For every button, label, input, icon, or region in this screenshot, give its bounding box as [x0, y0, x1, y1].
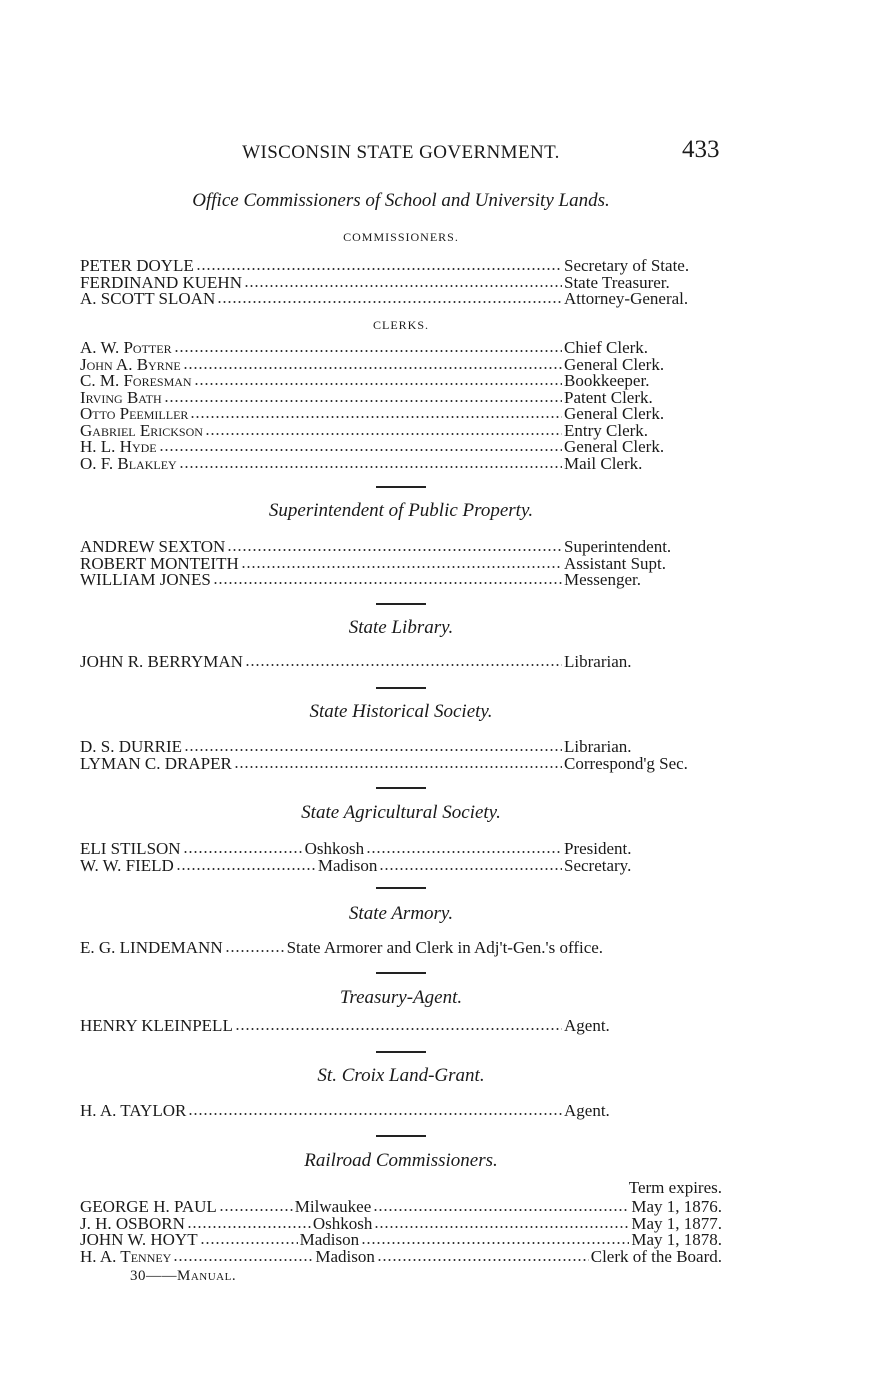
entry-name: ELI STILSON — [80, 839, 181, 858]
dot-leader — [361, 1241, 629, 1245]
dot-leader — [200, 1241, 298, 1245]
entry-name: W. W. FIELD — [80, 855, 174, 875]
dot-leader — [205, 432, 562, 436]
list-item — [80, 753, 722, 773]
section-title-treasury-agent: Treasury-Agent. — [339, 987, 463, 1008]
dot-leader — [179, 465, 562, 469]
section-title-school-lands: Office Commissioners of School and University Lands. — [192, 190, 610, 211]
st-croix-list — [80, 1101, 722, 1121]
list-item — [80, 1101, 722, 1121]
section-rule — [376, 887, 426, 889]
entry-title: General Clerk. — [564, 354, 665, 374]
entry-place: Oshkosh — [304, 839, 365, 858]
section-title-st-croix: St. Croix Land-Grant. — [317, 1065, 485, 1086]
entry-place: Milwaukee — [294, 1197, 372, 1216]
entry-title: Chief Clerk. — [564, 338, 649, 357]
entry-name: D. S. DURRIE — [80, 737, 183, 756]
entry-name: Gabriel Erickson — [80, 420, 203, 440]
dot-leader — [234, 765, 562, 769]
entry-name: JOHN W. HOYT — [80, 1230, 198, 1249]
dot-leader — [184, 748, 562, 752]
dot-leader — [159, 448, 562, 452]
entry-name: WILLIAM JONES — [80, 570, 211, 589]
list-item — [80, 855, 722, 875]
running-head: WISCONSIN STATE GOVERNMENT. — [242, 142, 560, 163]
entry-name: A. W. Potter — [80, 338, 172, 357]
treasury-agent-list — [80, 1016, 722, 1036]
entry-title: Agent. — [564, 1101, 610, 1120]
entry-name: Otto Peemiller — [80, 404, 189, 423]
list-item — [80, 453, 722, 473]
entry-name: H. A. TAYLOR — [80, 1101, 187, 1120]
entry-name: Irving Bath — [80, 387, 162, 407]
section-title-armory: State Armory. — [348, 903, 454, 924]
list-item — [80, 1016, 722, 1036]
dot-leader — [225, 949, 285, 953]
entry-title: Secretary. — [564, 855, 632, 875]
entry-title: Messenger. — [564, 570, 641, 589]
section-title-railroad: Railroad Commissioners. — [304, 1150, 498, 1171]
entry-expires: May 1, 1877. — [631, 1213, 722, 1233]
dot-leader — [235, 1027, 562, 1031]
entry-title: President. — [564, 839, 632, 858]
dot-leader — [366, 850, 562, 854]
column-head-term-expires: Term expires. — [628, 1178, 722, 1197]
entry-name: O. F. Blakley — [80, 453, 177, 473]
dot-leader — [244, 284, 562, 288]
dot-leader — [227, 548, 562, 552]
section-title-library: State Library. — [348, 617, 454, 638]
entry-name: H. A. Tenney — [80, 1246, 172, 1266]
entry-title: State Armorer and Clerk in Adj't-Gen.'s office. — [286, 938, 604, 957]
section-title-historical: State Historical Society. — [309, 701, 493, 722]
entry-expires: May 1, 1876. — [631, 1197, 722, 1216]
agricultural-list — [80, 841, 722, 874]
section-rule — [376, 486, 426, 488]
commissioners-subhead: COMMISSIONERS. — [343, 230, 459, 244]
entry-name: ROBERT MONTEITH — [80, 553, 239, 573]
section-title-public-property: Superintendent of Public Property. — [268, 500, 534, 521]
public-property-list — [80, 539, 722, 589]
dot-leader — [164, 399, 562, 403]
section-rule — [376, 1051, 426, 1053]
list-item — [80, 572, 722, 589]
entry-name: GEORGE H. PAUL — [80, 1197, 217, 1216]
entry-title: Agent. — [564, 1016, 610, 1035]
dot-leader — [187, 1225, 311, 1229]
page-number: 433 — [682, 136, 720, 163]
list-item — [80, 938, 722, 958]
entry-name: C. M. Foresman — [80, 371, 192, 390]
entry-name: John A. Byrne — [80, 354, 181, 374]
entry-title: Secretary of State. — [564, 256, 690, 275]
section-rule — [376, 972, 426, 974]
entry-title: General Clerk. — [564, 404, 665, 423]
entry-name: ANDREW SEXTON — [80, 537, 226, 556]
entry-place: Madison — [315, 1246, 375, 1266]
entry-name: H. L. Hyde — [80, 437, 157, 456]
entry-title: Patent Clerk. — [564, 387, 653, 407]
dot-leader — [176, 867, 316, 871]
dot-leader — [217, 300, 562, 304]
section-rule — [376, 603, 426, 605]
dot-leader — [213, 581, 562, 585]
entry-title: State Treasurer. — [564, 272, 670, 292]
library-list — [80, 652, 722, 672]
section-rule — [376, 687, 426, 689]
dot-leader — [173, 1258, 313, 1262]
dot-leader — [194, 382, 562, 386]
clerks-list — [80, 340, 722, 472]
entry-name: FERDINAND KUEHN — [80, 272, 242, 292]
dot-leader — [190, 415, 562, 419]
entry-title: Librarian. — [564, 652, 632, 671]
entry-name: JOHN R. BERRYMAN — [80, 652, 243, 671]
entry-expires: Clerk of the Board. — [590, 1246, 722, 1266]
dot-leader — [219, 1208, 293, 1212]
dot-leader — [196, 267, 562, 271]
list-item — [80, 1246, 722, 1266]
entry-place: Oshkosh — [312, 1213, 373, 1233]
list-item — [80, 291, 722, 308]
entry-name: PETER DOYLE — [80, 256, 194, 275]
entry-name: E. G. LINDEMANN — [80, 938, 223, 957]
entry-title: Correspond'g Sec. — [564, 753, 688, 773]
commissioners-list — [80, 258, 722, 308]
dot-leader — [245, 663, 562, 667]
entry-title: Entry Clerk. — [564, 420, 649, 440]
dot-leader — [174, 349, 562, 353]
dot-leader — [183, 366, 562, 370]
entry-title: General Clerk. — [564, 437, 665, 456]
railroad-list — [80, 1199, 722, 1265]
entry-place: Madison — [299, 1230, 360, 1249]
signature-word: Manual. — [177, 1268, 237, 1284]
entry-place: Madison — [317, 855, 378, 875]
dot-leader — [377, 1258, 589, 1262]
section-rule — [376, 1135, 426, 1137]
dot-leader — [188, 1112, 562, 1116]
dot-leader — [373, 1208, 629, 1212]
section-rule — [376, 787, 426, 789]
entry-title: Mail Clerk. — [564, 453, 643, 473]
clerks-subhead: CLERKS. — [372, 318, 429, 332]
signature-number: 30 — [130, 1268, 146, 1284]
entry-title: Librarian. — [564, 737, 632, 756]
dot-leader — [241, 565, 562, 569]
entry-title: Bookkeeper. — [564, 371, 650, 390]
dot-leader — [374, 1225, 629, 1229]
signature-mark: 30——Manual. — [130, 1268, 237, 1284]
list-item — [80, 652, 722, 672]
entry-title: Superintendent. — [564, 537, 672, 556]
entry-name: A. SCOTT SLOAN — [80, 289, 216, 308]
entry-name: LYMAN C. DRAPER — [80, 753, 232, 773]
armory-list — [80, 938, 722, 958]
dot-leader — [379, 867, 562, 871]
entry-title: Assistant Supt. — [564, 553, 667, 573]
section-title-agricultural: State Agricultural Society. — [301, 802, 501, 823]
entry-expires: May 1, 1878. — [631, 1230, 722, 1249]
dot-leader — [183, 850, 303, 854]
historical-list — [80, 739, 722, 772]
entry-name: J. H. OSBORN — [80, 1213, 185, 1233]
entry-title: Attorney-General. — [564, 289, 689, 308]
entry-name: HENRY KLEINPELL — [80, 1016, 233, 1035]
